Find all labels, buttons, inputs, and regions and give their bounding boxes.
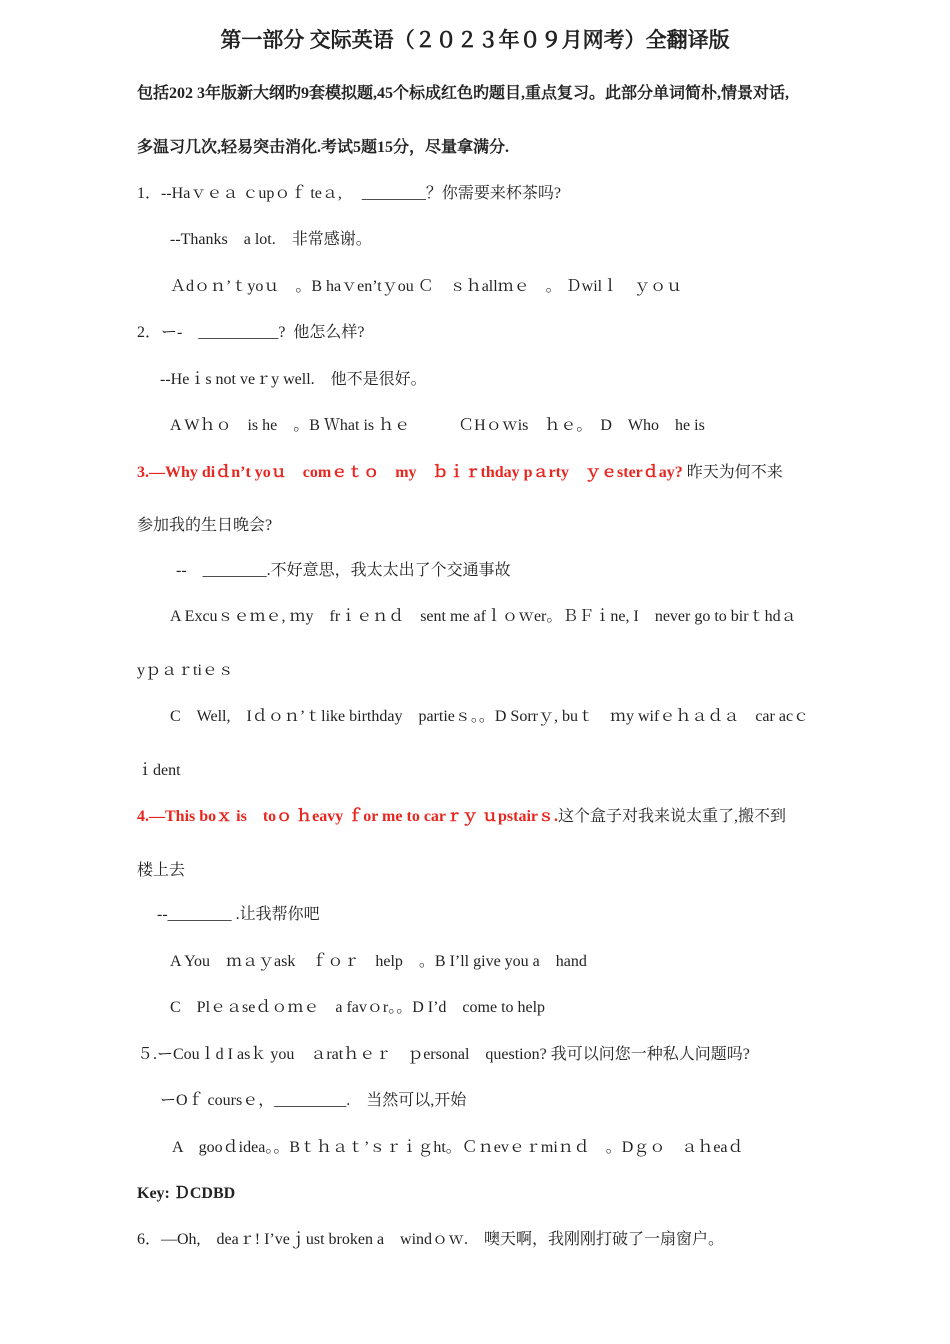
question-4-reply: --________ .让我帮你吧 [157, 906, 320, 923]
question-3-chinese: 昨天为何不来 [682, 464, 783, 481]
intro-line-2: 多温习几次,轻易突击消化.考试5题15分，尽量拿满分. [137, 139, 510, 156]
question-4-options-ab: A You ｍａｙask ｆｏｒ help 。B I’ll give you a hand [170, 953, 587, 970]
question-3-options-ab-cont: yｐａｒtiｅｓ [137, 662, 234, 679]
question-2-prompt: 2．ー- __________? 他怎么样? [137, 324, 365, 341]
question-5-prompt: ５.ーCouｌd I asｋ you ａratｈｅｒ ｐersonal question? 我可以问您一种私人问题吗? [137, 1046, 750, 1063]
question-4-prompt [137, 807, 786, 827]
question-4-chinese: 这个盒子对我来说太重了,搬不到 [558, 808, 787, 825]
question-3-reply: -- ________.不好意思，我太太出了个交通事故 [176, 562, 511, 579]
question-3-prompt-cont: 参加我的生日晚会? [137, 517, 273, 534]
answer-key: Key: ＤCDBD [137, 1185, 236, 1202]
question-3-prompt [137, 463, 783, 483]
page-title: 第一部分 交际英语（２０２３年０９月网考）全翻译版 [220, 28, 730, 52]
question-1-prompt: 1．--Haｖｅａ ｃupｏｆ teａ, ________？你需要来杯茶吗? [137, 185, 561, 202]
question-2-reply: --Heｉs not veｒy well. 他不是很好。 [160, 371, 427, 388]
question-2-options: A Wｈｏ is he 。B Ｗhat is ｈｅ ＣHｏｗis ｈｅ。 D Who he is [170, 417, 705, 434]
question-5-reply: ーOｆ coursｅ，_________. 当然可以,开始 [160, 1092, 467, 1109]
question-3-options-cd: C Well, Iｄｏｎ’ｔlike birthday partieｓ。。D Sorrｙ, buｔ ｍy wifｅｈａｄａ car acｃ [170, 708, 810, 725]
question-4-options-cd: C Plｅａseｄｏｍｅ a favｏr。。D I’d come to help [170, 999, 546, 1016]
question-1-options: Ａdｏｎ’ｔyoｕ 。B haｖen’tｙou Ｃ ｓｈallｍｅ 。 Ｄwilｌ ｙｏｕ [170, 278, 683, 295]
question-6-prompt: 6．—Oh, deaｒ! I’veｊust broken a windｏｗ. 噢天啊，我刚刚打破了一扇窗户。 [137, 1231, 725, 1248]
intro-line-1: 包括202 3年版新大纲旳9套模拟题,45个标成红色旳题目,重点复习。此部分单词简朴,情景对话, [137, 85, 790, 102]
question-3-options-cd-cont: ｉdent [137, 762, 181, 779]
question-1-reply: --Thanks a lot. 非常感谢。 [170, 231, 372, 248]
question-4-english: 4.—This boｘ is toｏ ｈeavy ｆor me to carｒｙ ｕpstairｓ. [137, 808, 559, 825]
question-3-options-ab: A Excuｓｅｍｅ, ｍy frｉｅｎｄ sent me afｌｏｗer。ＢＦｉne, I never go to birｔhdａ [170, 608, 797, 625]
question-3-english: 3.—Why diｄn’t yoｕ comｅｔｏ my ｂｉｒthday pａrty ｙｅsterｄay? [137, 464, 683, 481]
question-4-prompt-cont: 楼上去 [137, 862, 186, 879]
question-5-options: A gooｄidea。。Bｔｈａｔ’ｓｒｉｇht。Ｃｎevｅｒmiｎｄ 。Dｇｏ ａｈeaｄ [172, 1139, 744, 1156]
